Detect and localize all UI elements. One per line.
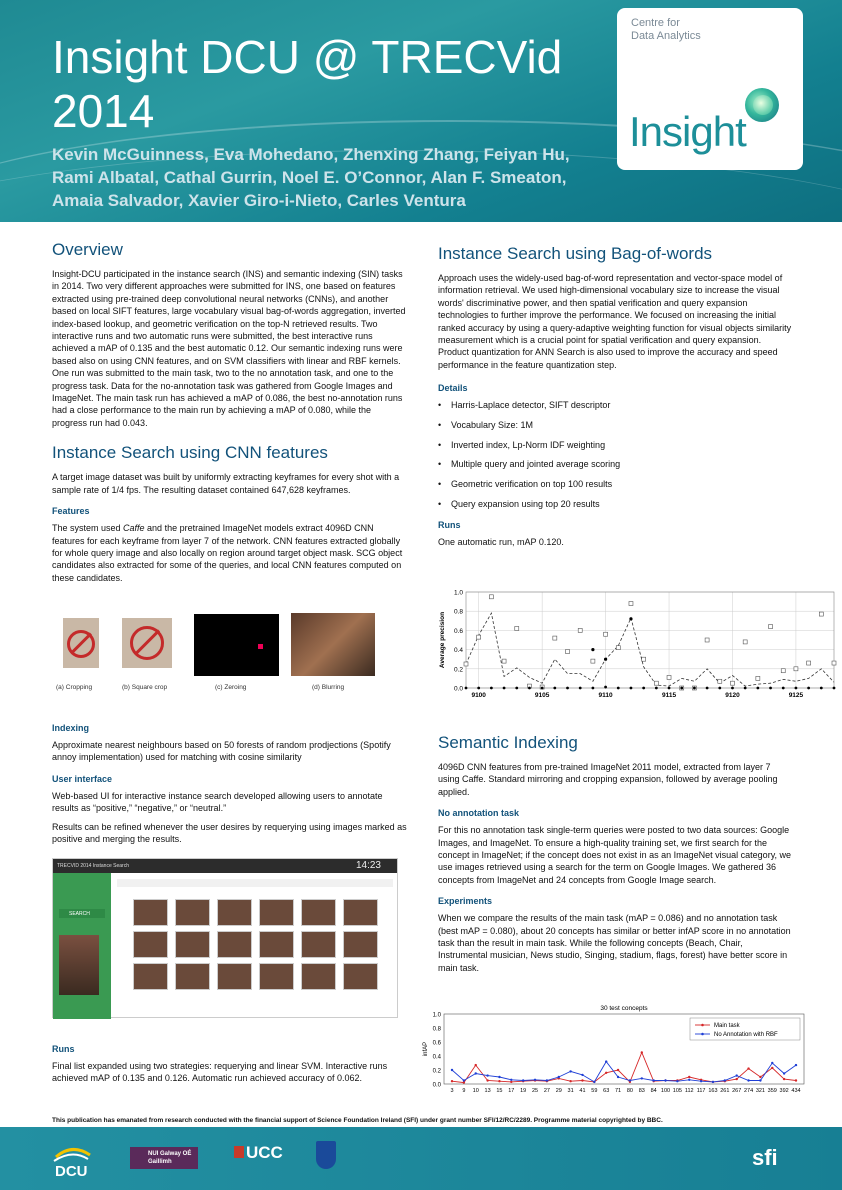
data-point (475, 1072, 477, 1074)
x-tick-label: 59 (591, 1088, 598, 1094)
features-text-post: and the pretrained ImageNet models extract 4096D CNN features for each keyframe from layer 7 of the network. CNN features extracted globally for whole query image and also locally on region around target object mask. SCG object candidates also extracted for some of the queries, and local CNN features computed on these candidates. (52, 523, 403, 583)
legend-label: No Annotation with RBF (714, 1032, 778, 1039)
x-tick-label: 261 (720, 1088, 730, 1094)
data-point (747, 1079, 749, 1081)
right-column-sin (438, 733, 793, 980)
data-point-dot (579, 687, 582, 690)
details-item: • Inverted index, Lp-Norm IDF weighting (438, 439, 793, 451)
ui-search-button: SEARCH (59, 909, 105, 918)
data-point (688, 1076, 690, 1078)
data-point (783, 1072, 785, 1074)
data-point-highlight (604, 658, 607, 661)
data-point-dot (744, 687, 747, 690)
x-tick-label: 163 (708, 1088, 718, 1094)
data-point-dot (541, 687, 544, 690)
crop-image-b (122, 618, 172, 668)
data-point-dot (617, 687, 620, 690)
x-tick-label: 41 (579, 1088, 586, 1094)
exp-text: When we compare the results of the main task (mAP = 0.086) and no annotation task (best mAP = 0.080), about 20 concepts has similar or better infAP score in no annotation task than the result in main task. While the following concepts (Beach, Chair, Instrumental musician, News studio, Singing, stadium, flags, forest) have better score in main task. (438, 913, 791, 973)
data-point-dot (591, 687, 594, 690)
data-point-dot (718, 687, 721, 690)
x-tick-label: 31 (567, 1088, 574, 1094)
data-point-dot (655, 687, 658, 690)
data-point (759, 1079, 761, 1081)
caption-c: (c) Zeroing (215, 684, 247, 691)
y-tick-label: 1.0 (432, 1012, 441, 1019)
bow-heading: Instance Search using Bag-of-words (438, 244, 713, 263)
data-point-square (566, 650, 570, 654)
ui-sidebar (53, 873, 111, 1019)
data-point-square (718, 679, 722, 683)
caption-d: (d) Blurring (312, 684, 345, 691)
x-tick-label: 83 (638, 1088, 645, 1094)
data-point (451, 1080, 453, 1082)
data-point-dot (465, 687, 468, 690)
footer-bar (0, 1127, 842, 1190)
data-point-dot (756, 687, 759, 690)
data-point (629, 1079, 631, 1081)
indexing-text: Approximate nearest neighbours based on 50 forests of random prodjections (Spotify annoy implementation) used for matching with cosine similarity (52, 740, 391, 763)
data-point (795, 1079, 797, 1081)
data-point-square (654, 681, 658, 685)
ui-result-thumb (301, 931, 336, 958)
data-point (605, 1072, 607, 1074)
data-point (475, 1064, 477, 1066)
data-point-dot (604, 686, 607, 689)
data-point (546, 1079, 548, 1081)
data-point (593, 1081, 595, 1083)
insight-sphere-highlight (753, 95, 773, 115)
y-tick-label: 1.0 (453, 589, 463, 597)
data-point (581, 1074, 583, 1076)
data-point (617, 1076, 619, 1078)
data-point-dot (630, 687, 633, 690)
x-tick-label: 100 (660, 1088, 671, 1094)
data-point (724, 1079, 726, 1081)
ui-result-thumb (343, 963, 378, 990)
x-tick-label: 10 (472, 1088, 479, 1094)
data-point-dot (833, 687, 836, 690)
data-point-dot (693, 687, 696, 690)
data-point-dot (642, 687, 645, 690)
data-point-square (743, 640, 747, 644)
data-point-highlight (629, 617, 632, 620)
x-tick-label: 9115 (661, 692, 677, 699)
poster-header (0, 0, 842, 222)
data-point (735, 1078, 737, 1080)
ui-result-thumb (343, 899, 378, 926)
data-point (605, 1060, 607, 1062)
data-point (688, 1079, 690, 1081)
plot-frame (466, 592, 834, 688)
data-point-square (515, 626, 519, 630)
data-point (522, 1079, 524, 1081)
details-item: • Harris-Laplace detector, SIFT descriptor (438, 399, 793, 411)
logo-centre-text: Centre for Data Analytics (631, 17, 701, 42)
data-point (641, 1077, 643, 1079)
ui-result-thumb (133, 899, 168, 926)
data-point-square (705, 638, 709, 642)
data-point (463, 1081, 465, 1083)
x-tick-label: 84 (650, 1088, 657, 1094)
funding-note: This publication has emanated from research conducted with the financial support of Science Foundation Ireland (SFI) under grant number SFI/12/RC/2289. Programme material copyrighted by BBC. (52, 1117, 663, 1124)
details-item: • Multiple query and jointed average scoring (438, 458, 793, 470)
data-point-square (781, 669, 785, 673)
poster-authors: Kevin McGuinness, Eva Mohedano, Zhenxing Zhang, Feiyan Hu, Rami Albatal, Cathal Gurrin, Noel E. O’Connor, Alan F. Smeaton, Amaia Salvador, Xavier Giro-i-Nieto, Carles Ventura (52, 145, 570, 210)
data-point (652, 1079, 654, 1081)
y-tick-label: 0.0 (453, 685, 463, 693)
data-point (463, 1079, 465, 1081)
exp-heading: Experiments (438, 896, 493, 907)
x-tick-label: 9100 (471, 692, 486, 699)
data-point (617, 1069, 619, 1071)
x-tick-label: 71 (615, 1088, 622, 1094)
data-point-square (489, 595, 493, 599)
data-point-square (794, 667, 798, 671)
crop-image-c (194, 614, 279, 676)
data-point-square (502, 659, 506, 663)
cnn-runs-heading: Runs (52, 1044, 75, 1054)
x-tick-label: 117 (696, 1088, 706, 1094)
data-point-square (629, 602, 633, 606)
ucc-logo-text: UCC (246, 1143, 283, 1162)
ui-result-thumb (217, 963, 252, 990)
x-tick-label: 9 (462, 1088, 466, 1094)
data-point (676, 1080, 678, 1082)
data-point-square (578, 628, 582, 632)
x-tick-label: 13 (484, 1088, 491, 1094)
data-point-square (477, 635, 481, 639)
y-tick-label: 0.6 (453, 627, 463, 635)
dcu-logo (52, 1145, 92, 1179)
data-point (641, 1051, 643, 1053)
x-tick-label: 27 (543, 1088, 550, 1094)
overview-text: Insight-DCU participated in the instance search (INS) and semantic indexing (SIN) tasks in 2014. Two very different approaches were submitted for INS, one based on features extracted using pre-trained deep convolutional neural networks (CNNs), and another based on local SIFT features, large vocabulary visual bag-of-words aggregation, inverted index-based lookup, and geometric verification on the top-N retrieved results. Two interactive runs and two automatic runs were submitted, the best interactive runs achieved a mAP of 0.135 and the best automatic 0.12. Our semantic indexing runs were based also on using CNN features, and on SVM classifiers with linear and RBF kernels. One run was submitted to the main task, two to the no annotation task, and one to the progress task. Data for the no-annotation task was gathered from Google Images and ImageNet. The main task run has achieved a mAP of 0.086, the best no-annotation runs had a close performance to the main run by achieving a mAP of 0.080, while the progress run had 0.043. (52, 269, 406, 428)
data-point (735, 1074, 737, 1076)
dcu-logo-text: DCU (55, 1163, 88, 1180)
ucc-crest-icon (234, 1146, 244, 1158)
data-point (498, 1080, 500, 1082)
left-column-lower (52, 713, 407, 851)
x-tick-label: 9110 (598, 692, 613, 699)
ui-heading: User interface (52, 773, 113, 784)
cnn-intro: A target image dataset was built by uniformly extracting keyframes for every shot with a sample rate of 1/4 fps. The resulting dataset contained 647,628 keyframes. (52, 472, 400, 495)
ui-result-thumb (259, 899, 294, 926)
data-point-dot (769, 687, 772, 690)
ui-screenshot (52, 858, 398, 1018)
target-object-patch (258, 644, 263, 649)
data-point-square (819, 612, 823, 616)
ui-result-thumb (175, 899, 210, 926)
details-item: • Vocabulary Size: 1M (438, 419, 793, 431)
data-point (510, 1079, 512, 1081)
x-tick-label: 29 (555, 1088, 562, 1094)
ui-result-thumb (175, 931, 210, 958)
cnn-runs-text: Final list expanded using two strategies: requerying and linear SVM. Interactive runs achieved mAP of 0.135 and 0.126. Automatic run achieved accuracy of 0.062. (52, 1061, 388, 1084)
ui-result-thumb (301, 899, 336, 926)
y-axis-label: Average precision (439, 611, 446, 669)
data-point-dot (515, 687, 518, 690)
overview-heading: Overview (52, 240, 123, 259)
left-column-runs (52, 1034, 407, 1091)
x-tick-label: 267 (732, 1088, 742, 1094)
ui-result-thumb (175, 963, 210, 990)
data-point-dot (490, 687, 493, 690)
features-text-pre: The system used (52, 523, 124, 534)
bow-runs-text: One automatic run, mAP 0.120. (438, 536, 564, 547)
y-tick-label: 0.0 (432, 1082, 441, 1089)
y-tick-label: 0.8 (453, 608, 463, 616)
data-point (569, 1070, 571, 1072)
data-point-dot (807, 687, 810, 690)
x-tick-label: 274 (743, 1088, 754, 1094)
data-point-dot (566, 687, 569, 690)
data-point-square (769, 625, 773, 629)
x-tick-label: 15 (496, 1088, 503, 1094)
ui-result-thumb (133, 931, 168, 958)
infap-chart (420, 1002, 810, 1102)
sin-heading: Semantic Indexing (438, 733, 578, 752)
data-point (486, 1079, 488, 1081)
data-point (759, 1076, 761, 1078)
ui-clock: 14:23 (355, 860, 381, 871)
noann-text: For this no annotation task single-term queries were posted to two data sources: Google Images, and ImageNet. To ensure a high-quality training set, we first search for the concept in ImageNet; if the concept does not exist in as an ImageNet visual category, we use images retrieved using a search for the term on Google Images. We gathered 36 concepts from ImageNet and 24 concepts from Google Image search. (438, 825, 792, 885)
poster-title: Insight DCU @ TRECVid 2014 (52, 31, 563, 137)
x-tick-label: 105 (672, 1088, 682, 1094)
data-point (569, 1080, 571, 1082)
legend-label: Main task (714, 1023, 740, 1030)
data-point (795, 1064, 797, 1066)
details-list (438, 399, 793, 509)
x-tick-label: 321 (755, 1088, 766, 1094)
data-point-dot (731, 687, 734, 690)
ui-titlebar (53, 859, 397, 873)
data-point (498, 1076, 500, 1078)
noann-heading: No annotation task (438, 808, 520, 819)
ucc-logo (234, 1143, 283, 1163)
data-point-dot (477, 687, 480, 690)
chart-title: 30 test concepts (600, 1005, 648, 1012)
data-point (771, 1067, 773, 1069)
legend-marker (701, 1033, 704, 1036)
data-point-dot (668, 687, 671, 690)
insight-logo (617, 8, 803, 170)
x-tick-label: 3 (450, 1088, 454, 1094)
features-caffe: Caffe (123, 523, 145, 534)
data-point-dot (706, 687, 709, 690)
features-heading: Features (52, 506, 90, 517)
data-point (534, 1079, 536, 1081)
x-tick-label: 80 (626, 1088, 633, 1094)
ui-text-1: Web-based UI for interactive instance search developed allowing users to annotate results as “positive,” “negative,” or “neutral.” (52, 790, 383, 814)
data-point-dot (503, 687, 506, 690)
ui-result-thumb (301, 963, 336, 990)
data-point-dot (795, 687, 798, 690)
data-point-highlight (591, 648, 594, 651)
details-item: • Geometric verification on top 100 results (438, 478, 793, 490)
y-tick-label: 0.2 (453, 666, 463, 674)
logo-name: Insight (629, 108, 746, 155)
y-tick-label: 0.2 (432, 1068, 441, 1075)
data-point-square (591, 659, 595, 663)
data-point (486, 1074, 488, 1076)
data-point-dot (782, 687, 785, 690)
nuig-logo: NUI Galway OÉ Gaillimh (130, 1147, 198, 1169)
x-tick-label: 9120 (725, 692, 740, 699)
data-point-dot (528, 687, 531, 690)
data-point-square (616, 646, 620, 650)
details-item: • Query expansion using top 20 results (438, 498, 793, 510)
ui-result-thumb (133, 963, 168, 990)
data-point (747, 1067, 749, 1069)
features-text (52, 522, 407, 584)
data-point (581, 1079, 583, 1081)
data-point (783, 1078, 785, 1080)
data-point-square (604, 632, 608, 636)
university-crest-icon (316, 1141, 336, 1169)
ui-title: TRECVID 2014 Instance Search (57, 863, 129, 869)
y-axis-label: infAP (423, 1041, 429, 1057)
data-point (664, 1079, 666, 1081)
x-tick-label: 25 (531, 1088, 539, 1094)
x-tick-label: 9105 (534, 692, 550, 699)
x-tick-label: 434 (791, 1088, 801, 1094)
data-point (712, 1081, 714, 1083)
x-tick-label: 63 (603, 1088, 610, 1094)
caption-a: (a) Cropping (56, 684, 93, 691)
ui-result-thumb (259, 963, 294, 990)
ui-toolbar (117, 879, 393, 887)
ui-query-image (59, 935, 99, 995)
indexing-heading: Indexing (52, 723, 90, 733)
data-point (771, 1062, 773, 1064)
x-tick-label: 9125 (788, 692, 804, 699)
legend-marker (701, 1024, 704, 1027)
details-heading: Details (438, 383, 468, 394)
data-point-square (667, 675, 671, 679)
data-point (510, 1081, 512, 1083)
ui-result-thumb (259, 931, 294, 958)
cnn-heading: Instance Search using CNN features (52, 443, 328, 463)
ap-chart (436, 584, 842, 706)
data-point-square (730, 681, 734, 685)
x-tick-label: 359 (767, 1088, 777, 1094)
data-point-square (807, 661, 811, 665)
left-column (52, 240, 407, 590)
ui-result-thumb (217, 931, 252, 958)
bow-text: Approach uses the widely-used bag-of-word representation and vector-space model of information retrieval. We used high-dimensional vocabulary size to increase the visual words' discriminative power, and then spatial verification and query expansion technologies to further improve the performance. We focused on increasing the initial ranked accuracy by using a query-adaptive weighting function for visual objects similarity measurement which is a crucial point for spatial verification and query expansion. Product quantization for ANN Search is also used to improve the accuracy and speed performance in the feature quantization step. (438, 273, 792, 370)
y-tick-label: 0.6 (432, 1040, 441, 1047)
data-point-square (464, 662, 468, 666)
x-tick-label: 392 (779, 1088, 789, 1094)
x-tick-label: 112 (684, 1088, 694, 1094)
data-point-square (553, 636, 557, 640)
x-tick-label: 17 (508, 1088, 515, 1094)
data-point-square (756, 676, 760, 680)
y-tick-label: 0.4 (453, 647, 463, 655)
crop-image-a (63, 618, 99, 668)
crop-image-d (291, 613, 375, 676)
data-point (558, 1076, 560, 1078)
ui-result-thumb (217, 899, 252, 926)
caption-b: (b) Square crop (122, 684, 168, 691)
data-point-dot (820, 687, 823, 690)
data-point (700, 1080, 702, 1082)
data-point-dot (553, 687, 556, 690)
y-tick-label: 0.8 (432, 1026, 441, 1033)
data-point-square (642, 657, 646, 661)
data-point-square (832, 661, 836, 665)
right-column (438, 240, 793, 554)
x-tick-label: 19 (520, 1088, 527, 1094)
ui-result-thumb (343, 931, 378, 958)
y-tick-label: 0.4 (432, 1054, 441, 1061)
sfi-logo-text: sfi (752, 1145, 778, 1170)
sin-text: 4096D CNN features from pre-trained ImageNet 2011 model, extracted from layer 7 using Caffe. Standard mirroring and cropping expansion, followed by average pooling applied. (438, 762, 778, 797)
data-point-dot (680, 687, 683, 690)
ui-text-2: Results can be refined whenever the user desires by requerying using images marked as positive and merging the results. (52, 821, 407, 845)
bow-runs-heading: Runs (438, 519, 461, 530)
sfi-logo (752, 1145, 778, 1171)
data-point (451, 1069, 453, 1071)
